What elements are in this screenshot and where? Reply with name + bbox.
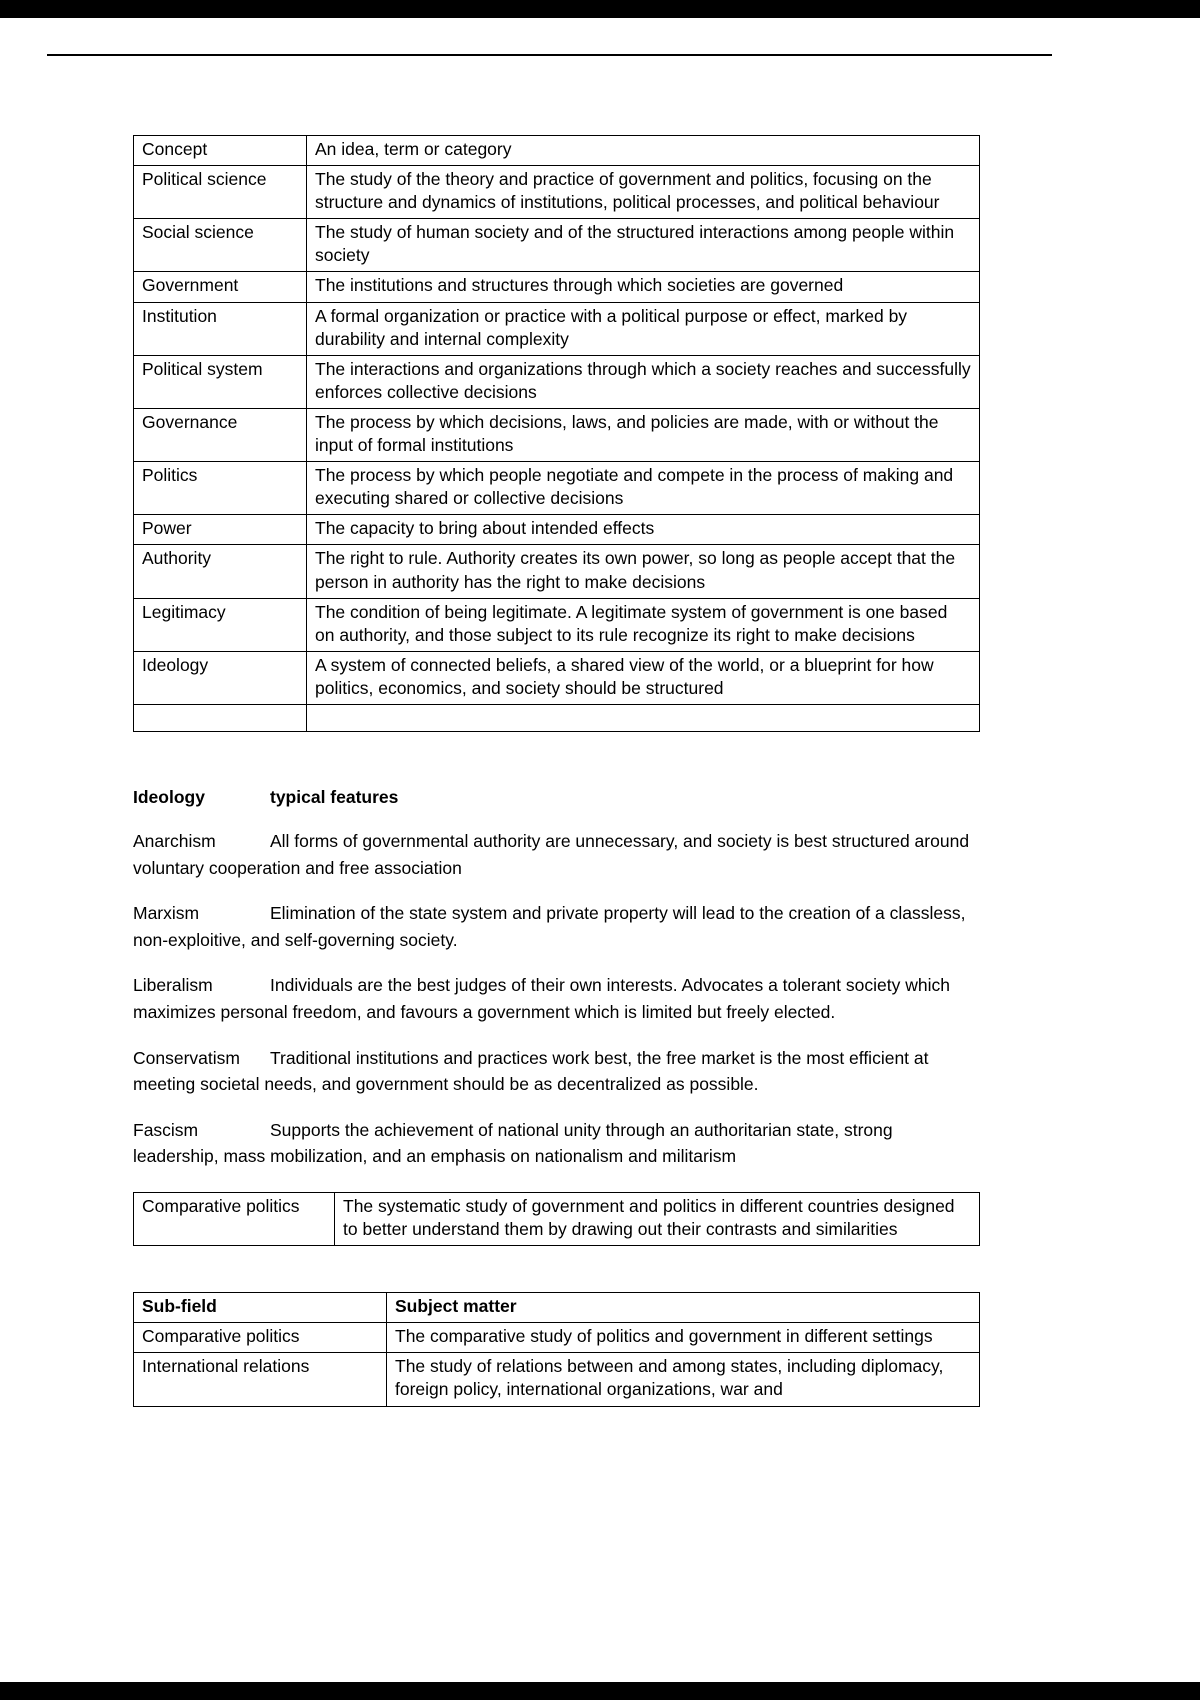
heading-description: typical features (270, 786, 399, 807)
subfields-table-body (134, 1293, 980, 1323)
term-cell: Comparative politics (134, 1323, 387, 1353)
table-row (134, 272, 980, 302)
ideology-entry-label: Liberalism (133, 975, 213, 996)
term-cell: Comparative politics (134, 1193, 335, 1246)
ideology-entry-label: Conservatism (133, 1047, 240, 1068)
term-cell: Power (134, 515, 307, 545)
ideology-entry-text: Supports the achievement of national unity through an authoritarian state, strong leadership, mass mobilization, and an emphasis on nationalism and militarism (133, 1119, 893, 1167)
term-cell: Authority (134, 545, 307, 598)
ideology-entry (133, 972, 980, 1025)
term-cell: Institution (134, 302, 307, 355)
table-row (134, 219, 980, 272)
table-row (134, 408, 980, 461)
ideology-entry (133, 1117, 980, 1170)
definition-cell: The study of relations between and among states, including diplomacy, foreign policy, international organizations, war and (387, 1353, 980, 1406)
ideology-entry-text: Individuals are the best judges of their own interests. Advocates a tolerant society which maximizes personal freedom, and favours a government which is limited but freely elected. (133, 975, 950, 1023)
term-cell: Legitimacy (134, 598, 307, 651)
comparative-politics-table (133, 1192, 980, 1246)
definition-cell: The condition of being legitimate. A legitimate system of government is one based on authority, and those subject to its rule recognize its right to make decisions (307, 598, 980, 651)
table-row (134, 515, 980, 545)
definition-cell: The process by which people negotiate and compete in the process of making and executing shared or collective decisions (307, 462, 980, 515)
definition-cell: A system of connected beliefs, a shared view of the world, or a blueprint for how politics, economics, and society should be structured (307, 651, 980, 704)
ideology-entry (133, 828, 980, 881)
definition-cell: An idea, term or category (307, 136, 980, 166)
definition-cell (307, 704, 980, 731)
term-cell: Political science (134, 166, 307, 219)
definition-cell: The capacity to bring about intended effects (307, 515, 980, 545)
term-cell: Ideology (134, 651, 307, 704)
table-row (134, 136, 980, 166)
ideology-entry-text: All forms of governmental authority are unnecessary, and society is best structured around voluntary cooperation and free association (133, 831, 970, 878)
table-row (134, 1193, 980, 1246)
top-edge-bar (0, 0, 1200, 18)
ideology-entry (133, 900, 980, 953)
ideology-entry (133, 1045, 980, 1098)
spacer (133, 1246, 980, 1292)
header-term-cell: Sub-field (134, 1293, 387, 1323)
spacer (133, 1170, 980, 1192)
table-row (134, 598, 980, 651)
term-cell: International relations (134, 1353, 387, 1406)
term-cell (134, 704, 307, 731)
ideology-section-heading (133, 786, 980, 809)
table-row (134, 651, 980, 704)
term-cell: Social science (134, 219, 307, 272)
term-cell: Politics (134, 462, 307, 515)
subfields-table-rows (134, 1323, 980, 1406)
bottom-edge-bar (0, 1682, 1200, 1700)
page-content (133, 135, 980, 1407)
term-cell: Political system (134, 355, 307, 408)
definition-cell: The institutions and structures through which societies are governed (307, 272, 980, 302)
header-rule (47, 54, 1052, 56)
table-header-row (134, 1293, 980, 1323)
subfields-table (133, 1292, 980, 1406)
definition-cell: The systematic study of government and politics in different countries designed to better understand them by drawing out their contrasts and similarities (335, 1193, 980, 1246)
term-cell: Governance (134, 408, 307, 461)
concepts-table-body (134, 136, 980, 732)
ideology-entry-label: Fascism (133, 1119, 199, 1140)
term-cell: Government (134, 272, 307, 302)
table-row (134, 1323, 980, 1353)
table-row (134, 545, 980, 598)
definition-cell: The study of human society and of the structured interactions among people within society (307, 219, 980, 272)
definition-cell: The interactions and organizations through which a society reaches and successfully enforces collective decisions (307, 355, 980, 408)
definition-cell: The process by which decisions, laws, and policies are made, with or without the input of formal institutions (307, 408, 980, 461)
term-cell: Concept (134, 136, 307, 166)
comparative-table-body (134, 1193, 980, 1246)
header-definition-cell: Subject matter (387, 1293, 980, 1323)
ideology-entry-text: Traditional institutions and practices work best, the free market is the most efficient at meeting societal needs, and government should be as decentralized as possible. (133, 1047, 929, 1095)
definition-cell: The comparative study of politics and government in different settings (387, 1323, 980, 1353)
table-row (134, 302, 980, 355)
table-row (134, 166, 980, 219)
definition-cell: The right to rule. Authority creates its own power, so long as people accept that the person in authority has the right to make decisions (307, 545, 980, 598)
definition-cell: The study of the theory and practice of government and politics, focusing on the structure and dynamics of institutions, political processes, and political behaviour (307, 166, 980, 219)
heading-label: Ideology (133, 786, 205, 807)
ideology-entry-label: Anarchism (133, 831, 216, 852)
ideology-entry-label: Marxism (133, 903, 200, 924)
table-row (134, 462, 980, 515)
concepts-table (133, 135, 980, 732)
table-row (134, 355, 980, 408)
ideology-entries (133, 828, 980, 1170)
definition-cell: A formal organization or practice with a political purpose or effect, marked by durability and internal complexity (307, 302, 980, 355)
table-row (134, 704, 980, 731)
ideology-entry-text: Elimination of the state system and private property will lead to the creation of a classless, non-exploitive, and self-governing society. (133, 903, 966, 950)
table-row (134, 1353, 980, 1406)
